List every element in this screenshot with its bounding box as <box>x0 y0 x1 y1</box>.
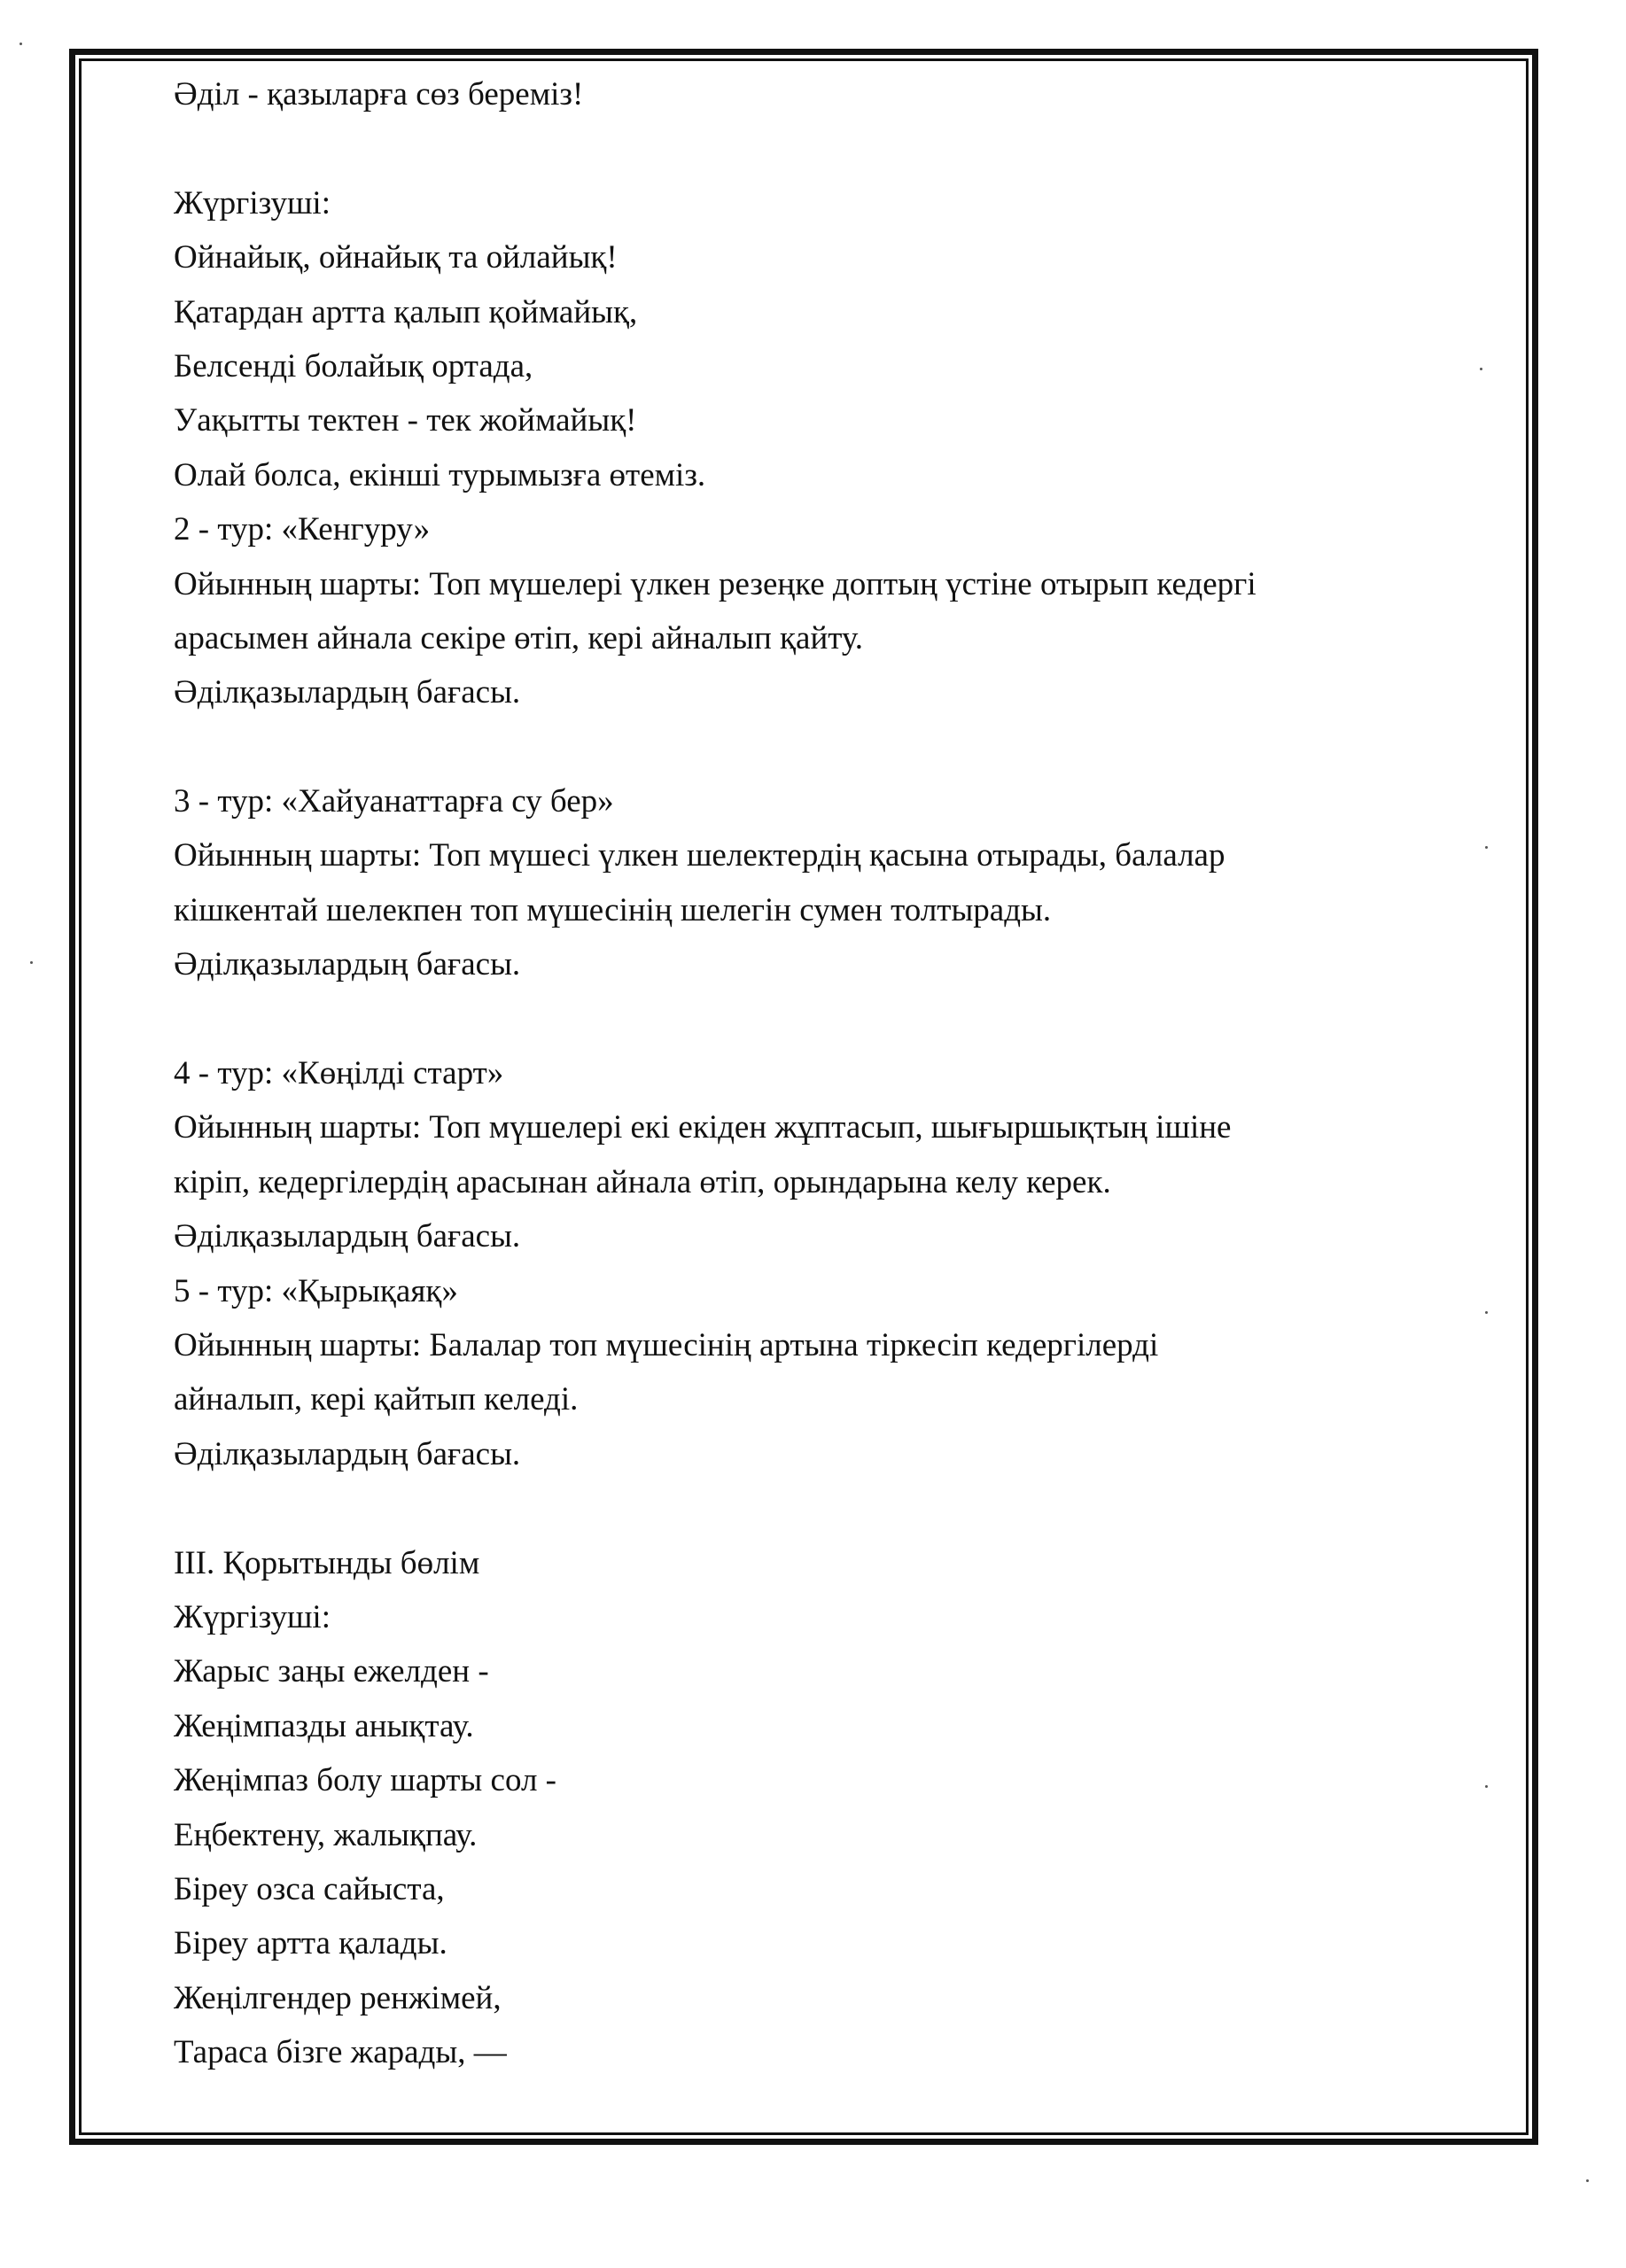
text-line: Жеңімпазды анықтау. <box>174 1707 474 1744</box>
text-line: Жарыс заңы ежелден - <box>174 1653 489 1690</box>
text-line: кіріп, кедергілердің арасынан айнала өтіп, орындарына келу керек. <box>174 1163 1111 1200</box>
text-line: Әділ - қазыларға сөз береміз! <box>174 76 584 113</box>
scan-speck <box>1485 846 1488 849</box>
scan-speck <box>30 961 33 964</box>
text-line: Уақытты тектен - тек жоймайық! <box>174 402 637 439</box>
text-line: 5 - тур: «Қырықаяқ» <box>174 1272 458 1309</box>
text-line: айналып, кері қайтып келеді. <box>174 1381 579 1418</box>
text-line: Ойынның шарты: Балалар топ мүшесінің артына тіркесіп кедергілерді <box>174 1326 1159 1363</box>
text-line: 4 - тур: «Көңілді старт» <box>174 1055 504 1092</box>
text-line: Қатардан артта қалып қоймайық, <box>174 293 638 330</box>
blank-line <box>174 1481 1485 1535</box>
scan-speck <box>19 43 22 45</box>
text-line: Біреу артта қалады. <box>174 1925 447 1962</box>
blank-line <box>174 992 1485 1046</box>
text-line: Ойынның шарты: Топ мүшесі үлкен шелектердің қасына отырады, балалар <box>174 837 1225 874</box>
text-line: Тараса бізге жарады, — <box>174 2034 507 2071</box>
text-line: Ойнайық, ойнайық та ойлайық! <box>174 239 618 276</box>
text-line: Әділқазылардың бағасы. <box>174 1218 521 1255</box>
blank-line <box>174 121 1485 175</box>
text-line: кішкентай шелекпен топ мүшесінің шелегін сумен толтырады. <box>174 891 1052 928</box>
document-body <box>174 67 1485 2079</box>
text-line: 2 - тур: «Кенгуру» <box>174 511 431 548</box>
text-line: арасымен айнала секіре өтіп, кері айналып қайту. <box>174 619 863 656</box>
text-line: Еңбектену, жалықпау. <box>174 1816 478 1853</box>
text-line: 3 - тур: «Хайуанаттарға су бер» <box>174 783 614 820</box>
text-line: Жүргізуші: <box>174 184 331 221</box>
text-line: Олай болса, екінші турымызға өтеміз. <box>174 456 706 493</box>
scan-speck <box>1586 2179 1589 2182</box>
text-line: Әділқазылардың бағасы. <box>174 674 521 711</box>
scan-speck <box>1485 1785 1488 1788</box>
scan-speck <box>1485 1311 1488 1314</box>
text-line: Белсенді болайық ортада, <box>174 347 533 384</box>
text-line: Әділқазылардың бағасы. <box>174 946 521 983</box>
text-line: Жеңімпаз болу шарты сол - <box>174 1762 557 1799</box>
text-line: Жүргізуші: <box>174 1598 331 1635</box>
text-line: Жеңілгендер ренжімей, <box>174 1979 502 2016</box>
text-line: Әділқазылардың бағасы. <box>174 1435 521 1472</box>
text-line: ІІІ. Қорытынды бөлім <box>174 1544 480 1581</box>
scan-speck <box>1480 368 1482 370</box>
text-line: Біреу озса сайыста, <box>174 1870 445 1907</box>
blank-line <box>174 720 1485 774</box>
text-line: Ойынның шарты: Топ мүшелері екі екіден жұптасып, шығыршықтың ішіне <box>174 1109 1232 1146</box>
text-line: Ойынның шарты: Топ мүшелері үлкен резеңке доптың үстіне отырып кедергі <box>174 565 1256 602</box>
